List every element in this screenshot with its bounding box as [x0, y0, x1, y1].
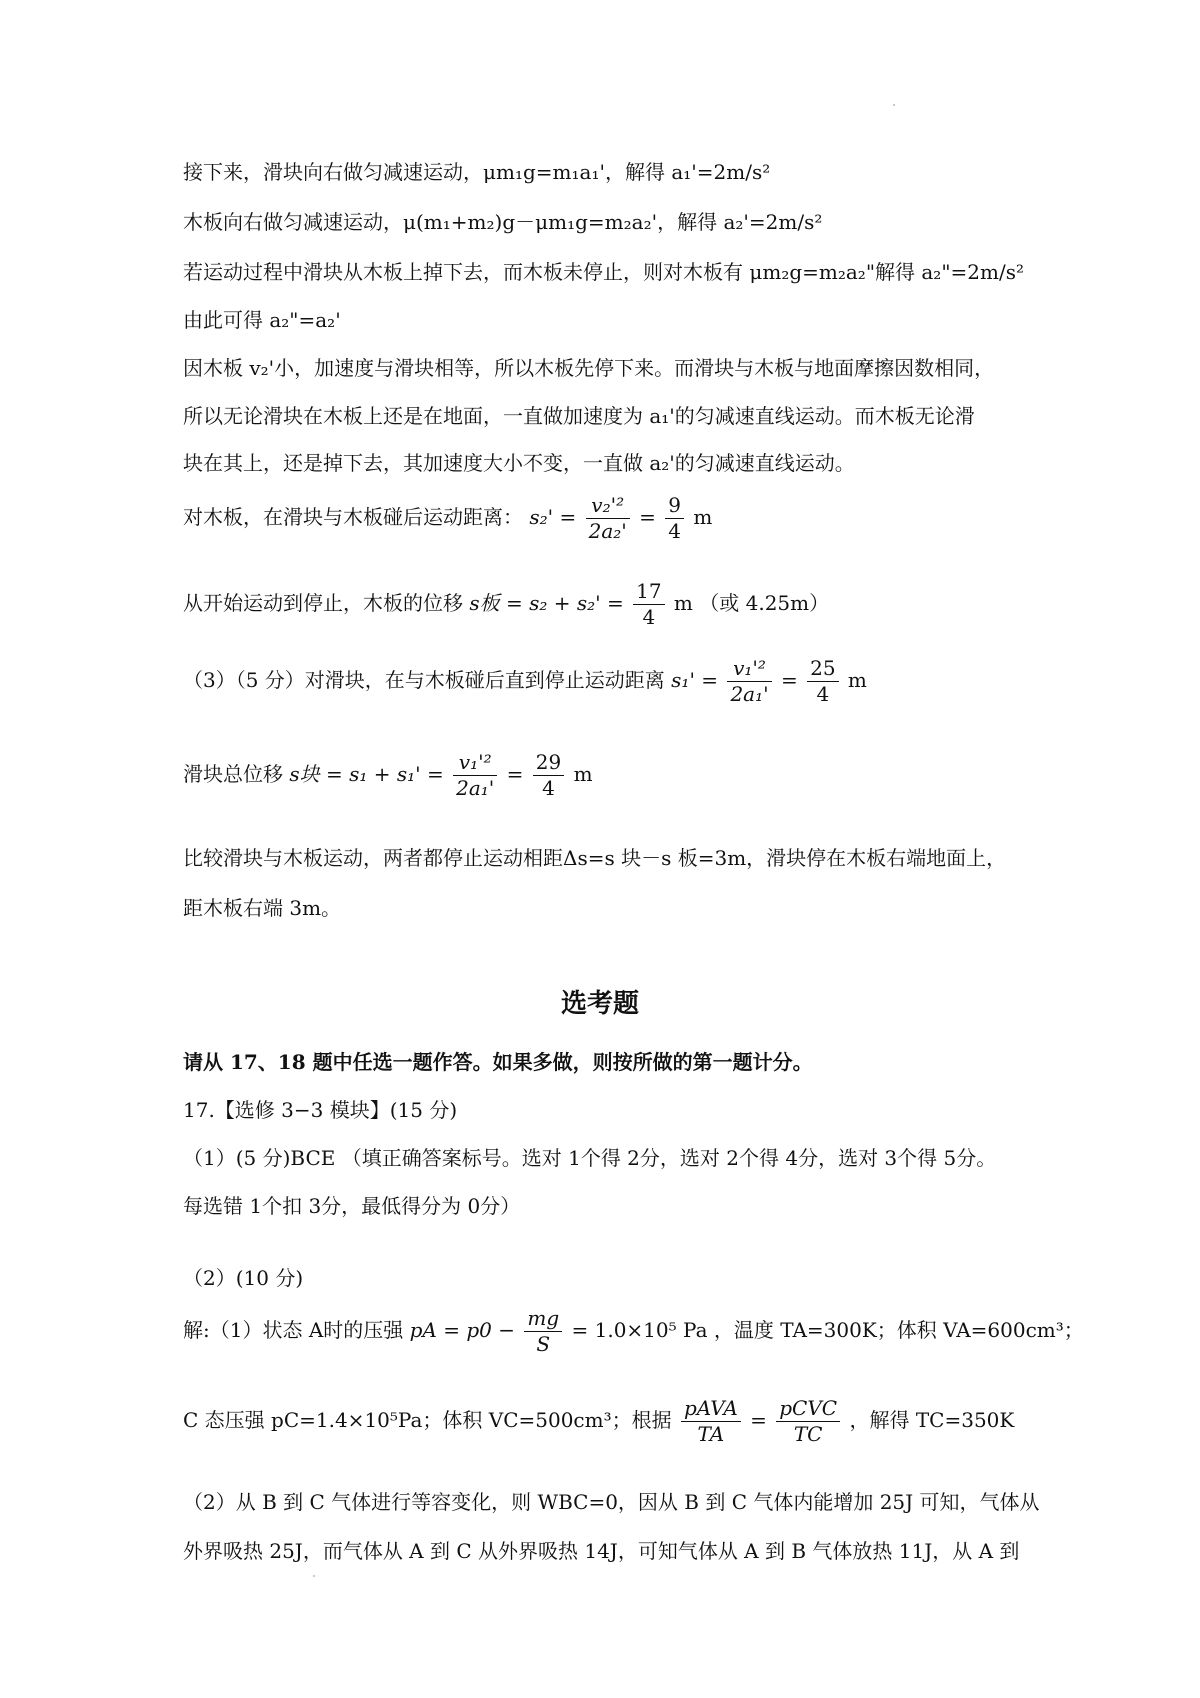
formula-label: （3）（5 分）对滑块，在与木板碰后直到停止运动距离 — [183, 668, 665, 692]
text-line-2: 木板向右做匀减速运动，μ(m₁+m₂)g－μm₁g=m₂a₂'，解得 a₂'=2m/s² — [183, 210, 823, 234]
text-line-6: 所以无论滑块在木板上还是在地面，一直做加速度为 a₁'的匀减速直线运动。而木板无论滑 — [183, 404, 975, 428]
question-17-part1: （1）(5 分)BCE （填正确答案标号。选对 1个得 2分，选对 2个得 4分，选对 3个得 5分。 — [183, 1146, 997, 1170]
section-title: 选考题 — [560, 989, 639, 1019]
numerator: 25 — [810, 656, 836, 680]
fraction — [453, 752, 497, 799]
numerator: pAVA — [683, 1396, 738, 1420]
numerator: mg — [527, 1306, 560, 1330]
denominator: 2a₁' — [727, 681, 771, 705]
formula-line-board-distance — [183, 495, 712, 542]
formula-line-state-c — [183, 1398, 1014, 1445]
denominator: 4 — [665, 518, 684, 542]
fraction — [727, 658, 771, 705]
unit: m — [573, 762, 593, 786]
formula-rhs: = 1.0×10⁵ Pa — [571, 1318, 708, 1342]
fraction — [681, 1398, 741, 1445]
formula-label: 对木板，在滑块与木板碰后运动距离： — [183, 505, 523, 529]
formula-lhs: s₂' = — [529, 505, 577, 529]
numerator: 29 — [535, 750, 562, 774]
denominator: 2a₁' — [453, 775, 497, 799]
paragraph-part2-line2: 外界吸热 25J，而气体从 A 到 C 从外界吸热 14J，可知气体从 A 到 B 气体放热 11J，从 A 到 — [183, 1539, 1020, 1563]
numerator: pCVC — [779, 1396, 838, 1420]
formula-lhs: s₁' = — [671, 668, 719, 692]
fraction — [633, 581, 664, 628]
fraction — [665, 495, 684, 542]
unit: m — [673, 591, 693, 615]
fraction — [524, 1308, 562, 1355]
paragraph-part2-line1: （2）从 B 到 C 气体进行等容变化，则 WBC=0，因从 B 到 C 气体内能增加 25J 可知，气体从 — [183, 1490, 1040, 1514]
numerator: 17 — [636, 579, 662, 603]
equals: = — [780, 668, 798, 692]
question-17-part1-cont: 每选错 1个扣 3分，最低得分为 0分） — [183, 1194, 521, 1218]
formula-line-block-distance — [183, 658, 867, 705]
formula-line-state-a — [183, 1308, 1084, 1355]
question-17-heading: 17.【选修 3−3 模块】(15 分) — [183, 1098, 458, 1122]
text-line-1: 接下来，滑块向右做匀减速运动，μm₁g=m₁a₁'，解得 a₁'=2m/s² — [183, 160, 771, 184]
denominator: 4 — [533, 775, 564, 799]
formula-lhs: s板 = s₂ + s₂' = — [469, 591, 624, 615]
formula-note: （或 4.25m） — [699, 591, 830, 615]
instruction: 请从 17、18 题中任选一题作答。如果多做，则按所做的第一题计分。 — [183, 1050, 813, 1074]
formula-label: 解:（1）状态 A时的压强 — [183, 1318, 404, 1342]
formula-label: C 态压强 pC=1.4×10⁵Pa；体积 VC=500cm³；根据 — [183, 1408, 672, 1432]
text-line-13: 距木板右端 3m。 — [183, 896, 342, 920]
scan-speck — [893, 104, 895, 106]
formula-label: 从开始运动到停止，木板的位移 — [183, 591, 463, 615]
question-17-part2: （2）(10 分) — [183, 1266, 304, 1290]
text-line-4: 由此可得 a₂"=a₂' — [183, 308, 341, 332]
text-line-3: 若运动过程中滑块从木板上掉下去，而木板未停止，则对木板有 μm₂g=m₂a₂"解得 a₂"=2m/s² — [183, 260, 1024, 284]
fraction — [533, 752, 564, 799]
fraction — [776, 1398, 840, 1445]
denominator: 4 — [807, 681, 838, 705]
text-line-12: 比较滑块与木板运动，两者都停止运动相距Δs=s 块－s 板=3m，滑块停在木板右端地面上， — [183, 846, 1007, 870]
scan-speck — [313, 1575, 315, 1577]
formula-lhs: s块 = s₁ + s₁' = — [289, 762, 444, 786]
equals: = — [506, 762, 524, 786]
formula-line-board-displacement — [183, 581, 829, 628]
formula-label: 滑块总位移 — [183, 762, 283, 786]
unit: m — [847, 668, 867, 692]
equals: = — [750, 1408, 767, 1432]
denominator: S — [524, 1331, 562, 1355]
unit: m — [693, 505, 713, 529]
numerator: v₁'² — [733, 656, 766, 680]
formula-lhs: pA = p0 − — [409, 1318, 515, 1342]
fraction — [586, 495, 630, 542]
formula-note: ，温度 TA=300K；体积 VA=600cm³； — [713, 1318, 1084, 1342]
numerator: v₂'² — [591, 493, 625, 517]
numerator: v₁'² — [458, 750, 492, 774]
denominator: TC — [776, 1421, 840, 1445]
numerator: 9 — [668, 493, 682, 517]
formula-note: ，解得 TC=350K — [849, 1408, 1015, 1432]
text-line-7: 块在其上，还是掉下去，其加速度大小不变，一直做 a₂'的匀减速直线运动。 — [183, 451, 855, 475]
denominator: TA — [681, 1421, 741, 1445]
denominator: 4 — [633, 604, 664, 628]
fraction — [807, 658, 838, 705]
equals: = — [639, 505, 656, 529]
denominator: 2a₂' — [586, 518, 630, 542]
formula-line-block-total — [183, 752, 593, 799]
text-line-5: 因木板 v₂'小，加速度与滑块相等，所以木板先停下来。而滑块与木板与地面摩擦因数相同， — [183, 356, 995, 380]
